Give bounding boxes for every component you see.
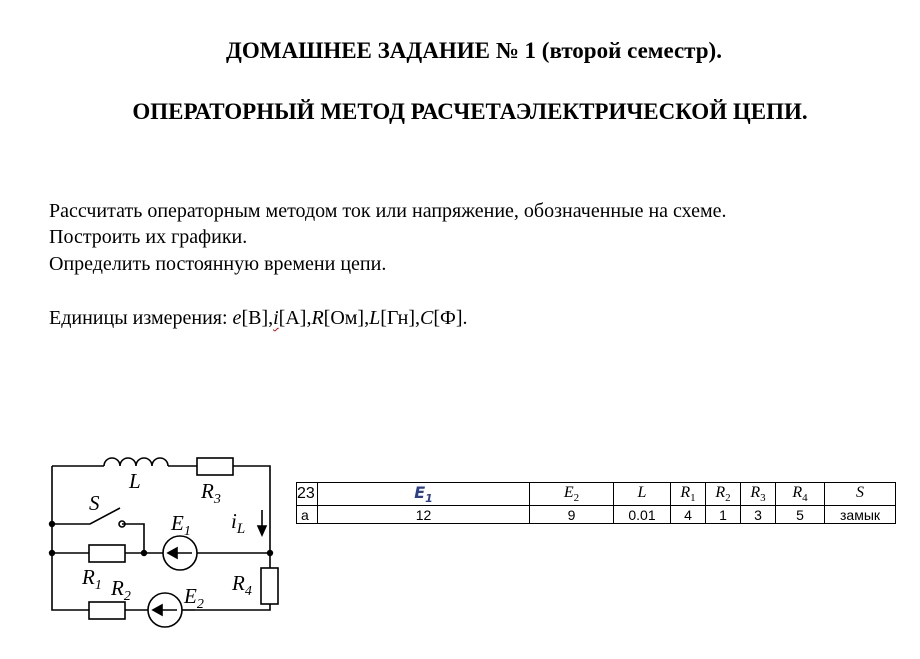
unit-symbol-i: i bbox=[273, 307, 279, 329]
unit-e: [В] bbox=[241, 307, 269, 329]
label-r4: $R_4$ bbox=[232, 571, 252, 599]
parameters-table bbox=[296, 482, 896, 524]
unit-symbol-c: C bbox=[420, 307, 434, 329]
value-l: 0.01 bbox=[614, 506, 671, 524]
unit-l: [Гн] bbox=[380, 307, 416, 329]
label-e1: $E_1$ bbox=[171, 511, 191, 539]
col-header-r4: $R_4$ bbox=[776, 483, 825, 506]
label-r2: $R_2$ bbox=[111, 576, 131, 604]
variant-number: 23 bbox=[297, 483, 318, 506]
value-r4: 5 bbox=[776, 506, 825, 524]
col-header-e1: $E_1$ bbox=[318, 483, 530, 506]
node-left-switch bbox=[49, 521, 55, 527]
units-line bbox=[49, 305, 468, 331]
col-header-r2: $R_2$ bbox=[706, 483, 741, 506]
col-header-l: L bbox=[614, 483, 671, 506]
col-header-s: S bbox=[825, 483, 896, 506]
task-line-1: Рассчитать операторным методом ток или напряжение, обозначенные на схеме. bbox=[49, 200, 727, 222]
unit-c: [Ф] bbox=[433, 307, 463, 329]
col-header-e2: $E_2$ bbox=[530, 483, 614, 506]
value-s: замык bbox=[825, 506, 896, 524]
unit-symbol-r: R bbox=[311, 307, 324, 329]
label-il: $i_L$ bbox=[231, 509, 246, 537]
circuit-diagram bbox=[40, 448, 290, 628]
unit-separator: , bbox=[364, 307, 370, 329]
resistor-r3 bbox=[197, 458, 233, 475]
unit-symbol-l: L bbox=[369, 307, 381, 329]
unit-separator: , bbox=[306, 307, 312, 329]
col-header-r1: $R_1$ bbox=[671, 483, 706, 506]
label-e2: $E_2$ bbox=[184, 584, 204, 612]
task-line-3: Определить постоянную времени цепи. bbox=[49, 253, 387, 275]
node-right bbox=[267, 550, 273, 556]
task-line-2: Построить их графики. bbox=[49, 226, 248, 248]
inductor-coil bbox=[104, 458, 168, 466]
title-line-1: ДОМАШНЕЕ ЗАДАНИЕ № 1 (второй семестр). bbox=[226, 38, 722, 63]
label-s: S bbox=[89, 491, 100, 515]
unit-separator: , bbox=[268, 307, 274, 329]
value-e1: 12 bbox=[318, 506, 530, 524]
value-e2: 9 bbox=[530, 506, 614, 524]
value-r1: 4 bbox=[671, 506, 706, 524]
row-label: а bbox=[297, 506, 318, 524]
unit-separator: , bbox=[415, 307, 421, 329]
table-header-row bbox=[297, 483, 896, 506]
label-r3: $R_3$ bbox=[201, 479, 221, 507]
resistor-r1 bbox=[89, 545, 125, 562]
resistor-r2 bbox=[89, 602, 125, 619]
value-r3: 3 bbox=[741, 506, 776, 524]
table-row bbox=[297, 506, 896, 524]
title-line-2: ОПЕРАТОРНЫЙ МЕТОД РАСЧЕТАЭЛЕКТРИЧЕСКОЙ ЦЕПИ. bbox=[132, 99, 808, 124]
units-terminator: . bbox=[462, 307, 468, 329]
unit-r: [Ом] bbox=[323, 307, 365, 329]
node-mid bbox=[141, 550, 147, 556]
value-r2: 1 bbox=[706, 506, 741, 524]
label-r1: $R_1$ bbox=[82, 565, 102, 593]
col-header-r3: $R_3$ bbox=[741, 483, 776, 506]
unit-i: [А] bbox=[278, 307, 307, 329]
resistor-r4 bbox=[261, 568, 278, 604]
unit-symbol-e: e bbox=[232, 307, 242, 329]
node-left-mid bbox=[49, 550, 55, 556]
units-prefix: Единицы измерения: bbox=[49, 307, 233, 329]
label-l: L bbox=[129, 469, 141, 493]
